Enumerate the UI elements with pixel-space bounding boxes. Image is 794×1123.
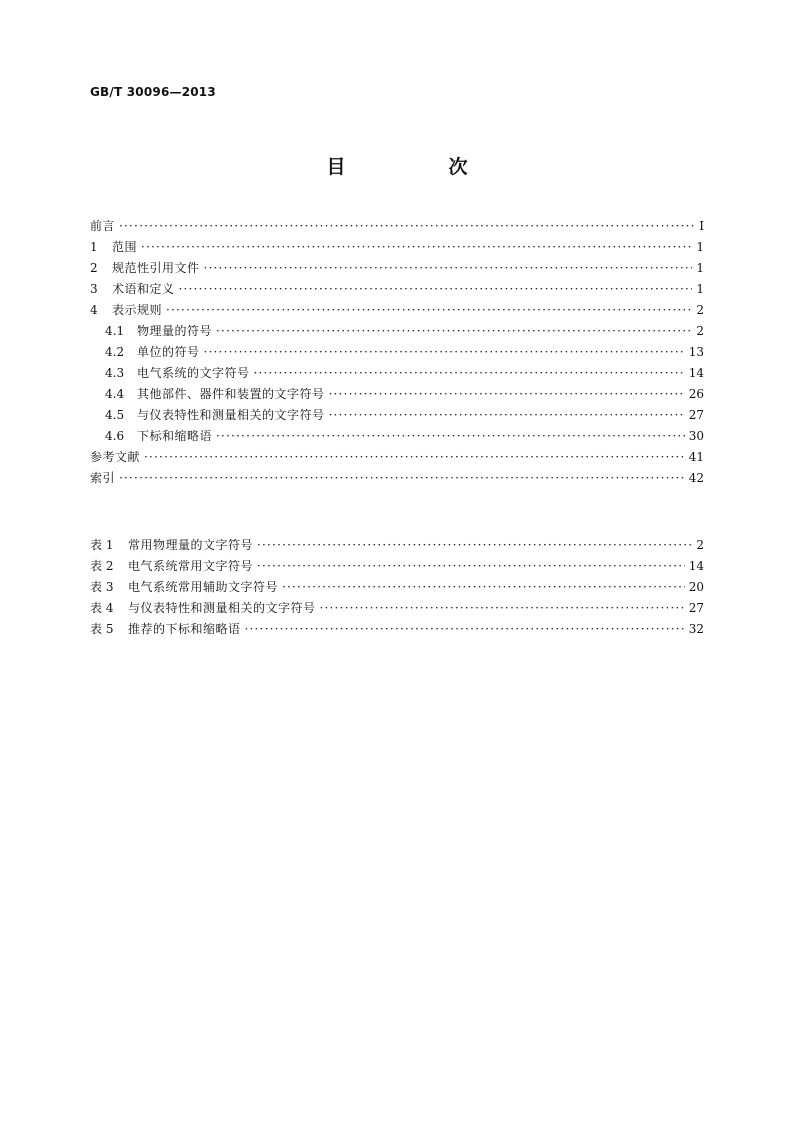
toc-entry-4-6[interactable] (90, 426, 704, 447)
toc-entry-number: 4.2 (105, 345, 125, 359)
toc-entry-page: 32 (688, 622, 704, 636)
toc-table-entry-1[interactable] (90, 535, 704, 556)
leader-dots (141, 237, 692, 258)
toc-entry-page: 2 (696, 324, 704, 338)
toc-entry-label: 电气系统常用文字符号 (128, 559, 254, 573)
toc-table-entry-4[interactable] (90, 598, 704, 619)
toc-entry-page: 1 (696, 282, 704, 296)
toc-entry-label: 下标和缩略语 (137, 429, 213, 443)
toc-entry-label: 索引 (90, 471, 116, 485)
toc-entry-label: 单位的符号 (137, 345, 200, 359)
toc-entry-label: 参考文献 (90, 450, 141, 464)
toc-entry-number: 4.1 (105, 324, 125, 338)
leader-dots (119, 468, 685, 489)
toc-entry-bibliography[interactable] (90, 447, 704, 468)
toc-entry-page: 14 (688, 559, 704, 573)
toc-entry-label: 电气系统的文字符号 (137, 366, 250, 380)
toc-entry-number: 表 5 (90, 622, 114, 636)
toc-entry-page: 1 (696, 261, 704, 275)
leader-dots (144, 447, 685, 468)
toc-entry-scope[interactable] (90, 237, 704, 258)
toc-table-entry-5[interactable] (90, 619, 704, 640)
toc-entry-foreword[interactable] (90, 216, 704, 237)
toc-entry-number: 表 4 (90, 601, 114, 615)
leader-dots (257, 535, 692, 556)
toc-tables-list (90, 535, 704, 640)
leader-dots (204, 258, 693, 279)
toc-entry-label: 表示规则 (112, 303, 163, 317)
toc-entry-number: 4.5 (105, 408, 125, 422)
toc-entry-label: 与仪表特性和测量相关的文字符号 (137, 408, 325, 422)
toc-entry-page: 27 (688, 601, 704, 615)
toc-entry-number: 表 3 (90, 580, 114, 594)
toc-entry-page: 27 (688, 408, 704, 422)
toc-entry-number: 3 (90, 282, 98, 296)
toc-entry-4-1[interactable] (90, 321, 704, 342)
toc-entry-label: 电气系统常用辅助文字符号 (128, 580, 279, 594)
leader-dots (245, 619, 685, 640)
toc-entry-number: 表 1 (90, 538, 114, 552)
leader-dots (119, 216, 695, 237)
toc-entry-normative-references[interactable] (90, 258, 704, 279)
toc-entry-page: 41 (688, 450, 704, 464)
toc-entry-terms-definitions[interactable] (90, 279, 704, 300)
leader-dots (166, 300, 692, 321)
standard-code: GB/T 30096—2013 (90, 85, 216, 99)
toc-entry-4-3[interactable] (90, 363, 704, 384)
toc-entry-label: 术语和定义 (112, 282, 175, 296)
toc-entry-page: 1 (696, 240, 704, 254)
toc-entry-page: 26 (688, 387, 704, 401)
toc-entry-page: 14 (688, 366, 704, 380)
toc-title: 目 次 (326, 156, 510, 178)
toc-entry-page: Ⅰ (699, 219, 704, 233)
leader-dots (320, 598, 685, 619)
toc-entry-representation-rules[interactable] (90, 300, 704, 321)
toc-entry-number: 4.3 (105, 366, 125, 380)
leader-dots (204, 342, 685, 363)
toc-entry-page: 2 (696, 538, 704, 552)
toc-entry-label: 其他部件、器件和装置的文字符号 (137, 387, 325, 401)
toc-entry-number: 4 (90, 303, 98, 317)
toc-entry-number: 4.4 (105, 387, 125, 401)
leader-dots (254, 363, 685, 384)
toc-main-list (90, 216, 704, 489)
toc-entry-number: 1 (90, 240, 98, 254)
toc-entry-4-5[interactable] (90, 405, 704, 426)
toc-entry-label: 与仪表特性和测量相关的文字符号 (128, 601, 316, 615)
toc-entry-number: 表 2 (90, 559, 114, 573)
toc-entry-page: 13 (688, 345, 704, 359)
toc-entry-label: 物理量的符号 (137, 324, 213, 338)
leader-dots (257, 556, 685, 577)
toc-entry-label: 常用物理量的文字符号 (128, 538, 254, 552)
toc-entry-number: 2 (90, 261, 98, 275)
leader-dots (179, 279, 693, 300)
toc-table-entry-3[interactable] (90, 577, 704, 598)
leader-dots (216, 321, 692, 342)
toc-entry-page: 20 (688, 580, 704, 594)
toc-entry-page: 2 (696, 303, 704, 317)
leader-dots (329, 405, 685, 426)
toc-entry-4-4[interactable] (90, 384, 704, 405)
leader-dots (282, 577, 685, 598)
toc-entry-page: 30 (688, 429, 704, 443)
toc-entry-page: 42 (688, 471, 704, 485)
toc-entry-index[interactable] (90, 468, 704, 489)
toc-entry-label: 规范性引用文件 (112, 261, 200, 275)
toc-entry-label: 范围 (112, 240, 138, 254)
toc-entry-number: 4.6 (105, 429, 125, 443)
leader-dots (216, 426, 685, 447)
toc-table-entry-2[interactable] (90, 556, 704, 577)
toc-entry-label: 推荐的下标和缩略语 (128, 622, 241, 636)
toc-entry-label: 前言 (90, 219, 116, 233)
leader-dots (329, 384, 685, 405)
toc-entry-4-2[interactable] (90, 342, 704, 363)
